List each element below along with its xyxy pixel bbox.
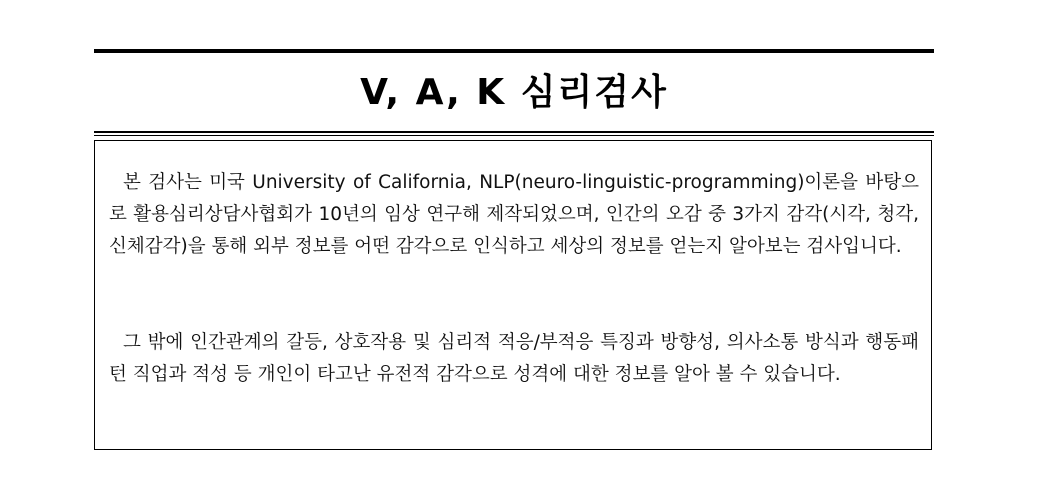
details-paragraph: 그 밖에 인간관계의 갈등, 상호작용 및 심리적 적응/부적응 특징과 방향성, 의사소통 방식과 행동패턴 직업과 적성 등 개인이 타고난 유전적 감각으로 성격에 대한 정보를 알아 볼 수 있습니다.: [109, 332, 919, 385]
description-box: [94, 140, 932, 450]
page-title: V, A, K 심리검사: [360, 72, 668, 113]
title-divider-thick: [94, 131, 934, 133]
top-rule: [94, 49, 934, 53]
title-divider-thin: [94, 135, 934, 136]
intro-paragraph: 본 검사는 미국 University of California, NLP(neuro-linguistic-programming)이론을 바탕으로 활용심리상담사협회가 10년의 임상 연구해 제작되었으며, 인간의 오감 중 3가지 감각(시각, 청각, 신체감각)을 통해 외부 정보를 어떤 감각으로 인식하고 세상의 정보를 얻는지 알아보는 검사입니다.: [109, 172, 919, 257]
